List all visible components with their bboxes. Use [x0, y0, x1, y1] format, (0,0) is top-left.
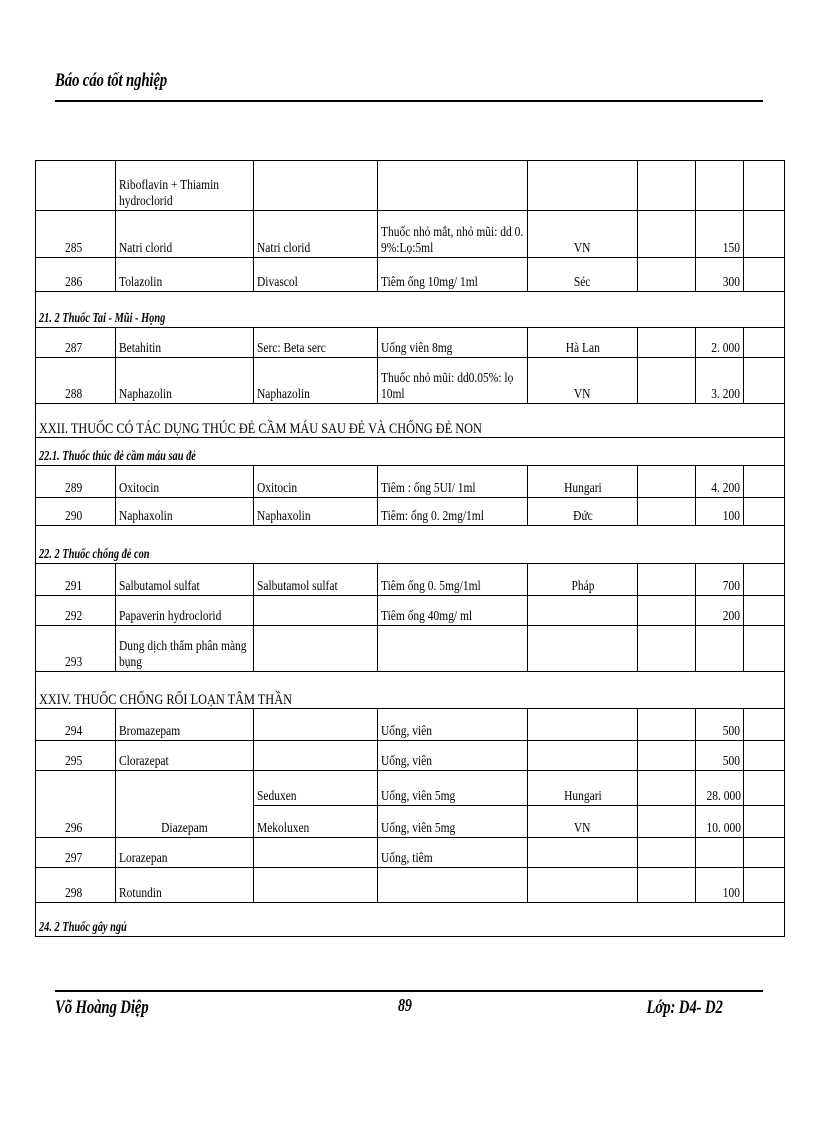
table-row [36, 564, 785, 596]
cell-qty: 28. 000 [696, 771, 744, 806]
table-row [36, 328, 785, 358]
cell-form: Uống, viên 5mg [378, 771, 528, 806]
cell-brand: Salbutamol sulfat [254, 564, 378, 596]
table-row [36, 596, 785, 626]
section-heading: 24. 2 Thuốc gây ngủ [36, 903, 785, 937]
cell-qty: 500 [696, 741, 744, 771]
cell-no: 293 [36, 626, 116, 672]
cell-brand: Natri clorid [254, 211, 378, 258]
cell-name: Dung dịch thẩm phân màng bụng [116, 626, 254, 672]
cell-name: Papaverin hydroclorid [116, 596, 254, 626]
cell-no: 294 [36, 709, 116, 741]
cell-no: 295 [36, 741, 116, 771]
cell-no: 289 [36, 466, 116, 498]
section-heading: 22.1. Thuốc thúc đẻ cầm máu sau đẻ [36, 438, 785, 466]
section-heading: 22. 2 Thuốc chống đẻ con [36, 526, 785, 564]
cell-qty: 100 [696, 498, 744, 526]
cell-name: Rotundin [116, 868, 254, 903]
table-row [36, 498, 785, 526]
cell-no [36, 161, 116, 211]
cell-brand: Naphazolin [254, 358, 378, 404]
group-heading: XXIV. THUỐC CHỐNG RỐI LOẠN TÂM THẦN [36, 672, 785, 709]
cell-name: Riboflavin + Thiamin hydroclorid [116, 161, 254, 211]
cell-name: Bromazepam [116, 709, 254, 741]
table-row [36, 868, 785, 903]
cell-brand: Oxitocin [254, 466, 378, 498]
cell-brand: Mekoluxen [254, 806, 378, 838]
cell-name: Lorazepan [116, 838, 254, 868]
table-row [36, 741, 785, 771]
cell-origin: VN [528, 211, 638, 258]
cell-form: Uống, viên [378, 741, 528, 771]
cell-origin: VN [528, 358, 638, 404]
cell-origin: Đức [528, 498, 638, 526]
cell-name: Naphazolin [116, 358, 254, 404]
cell-qty: 3. 200 [696, 358, 744, 404]
cell-qty: 500 [696, 709, 744, 741]
cell-form: Tiêm: ống 0. 2mg/1ml [378, 498, 528, 526]
cell-form: Tiêm ống 40mg/ ml [378, 596, 528, 626]
table-row [36, 709, 785, 741]
cell-qty: 700 [696, 564, 744, 596]
cell-form: Thuốc nhỏ mắt, nhỏ mũi: dd 0. 9%:Lọ:5ml [378, 211, 528, 258]
cell-form: Uống viên 8mg [378, 328, 528, 358]
cell-origin: VN [528, 806, 638, 838]
group-heading: XXII. THUỐC CÓ TÁC DỤNG THÚC ĐẺ CẦM MÁU SAU ĐẺ VÀ CHỐNG ĐẺ NON [36, 404, 785, 438]
footer-rule [55, 990, 763, 992]
section-heading: 21. 2 Thuốc Tai - Mũi - Họng [36, 292, 785, 328]
cell-origin: Hungari [528, 466, 638, 498]
cell-no: 287 [36, 328, 116, 358]
cell-name: Betahitin [116, 328, 254, 358]
cell-form: Uống, viên 5mg [378, 806, 528, 838]
cell-origin: Hà Lan [528, 328, 638, 358]
cell-brand: Naphaxolin [254, 498, 378, 526]
cell-qty: 2. 000 [696, 328, 744, 358]
cell-brand: Divascol [254, 258, 378, 292]
cell-no: 286 [36, 258, 116, 292]
drug-table [35, 160, 785, 937]
footer-author: Võ Hoàng Diệp [55, 997, 149, 1018]
cell-origin: Hungari [528, 771, 638, 806]
cell-brand: Serc: Beta serc [254, 328, 378, 358]
cell-origin: Pháp [528, 564, 638, 596]
cell-form: Tiêm ống 10mg/ 1ml [378, 258, 528, 292]
cell-name: Clorazepat [116, 741, 254, 771]
page-number: 89 [398, 995, 412, 1015]
cell-qty: 10. 000 [696, 806, 744, 838]
header-rule [55, 100, 763, 102]
table-row [36, 161, 785, 211]
table-row [36, 211, 785, 258]
cell-no: 292 [36, 596, 116, 626]
header-title: Báo cáo tốt nghiệp [55, 70, 168, 91]
cell-qty: 100 [696, 868, 744, 903]
cell-qty: 150 [696, 211, 744, 258]
cell-no: 298 [36, 868, 116, 903]
cell-form: Uống, tiêm [378, 838, 528, 868]
table-row [36, 626, 785, 672]
cell-qty: 4. 200 [696, 466, 744, 498]
cell-no: 285 [36, 211, 116, 258]
cell-name: Oxitocin [116, 466, 254, 498]
cell-name: Natri clorid [116, 211, 254, 258]
table-row [36, 771, 785, 806]
cell-name: Salbutamol sulfat [116, 564, 254, 596]
cell-name: Diazepam [116, 771, 254, 838]
cell-qty: 200 [696, 596, 744, 626]
cell-name: Naphaxolin [116, 498, 254, 526]
cell-no: 296 [36, 771, 116, 838]
cell-brand: Seduxen [254, 771, 378, 806]
cell-no: 288 [36, 358, 116, 404]
footer-class: Lớp: D4- D2 [646, 997, 723, 1018]
table-row [36, 258, 785, 292]
cell-origin: Séc [528, 258, 638, 292]
table-row [36, 838, 785, 868]
cell-form: Tiêm : ống 5UI/ 1ml [378, 466, 528, 498]
table-row [36, 358, 785, 404]
table-row [36, 466, 785, 498]
cell-no: 291 [36, 564, 116, 596]
cell-form: Tiêm ống 0. 5mg/1ml [378, 564, 528, 596]
cell-no: 297 [36, 838, 116, 868]
cell-qty: 300 [696, 258, 744, 292]
cell-form: Thuốc nhỏ mũi: dd0.05%: lọ 10ml [378, 358, 528, 404]
cell-no: 290 [36, 498, 116, 526]
cell-name: Tolazolin [116, 258, 254, 292]
cell-form: Uống, viên [378, 709, 528, 741]
